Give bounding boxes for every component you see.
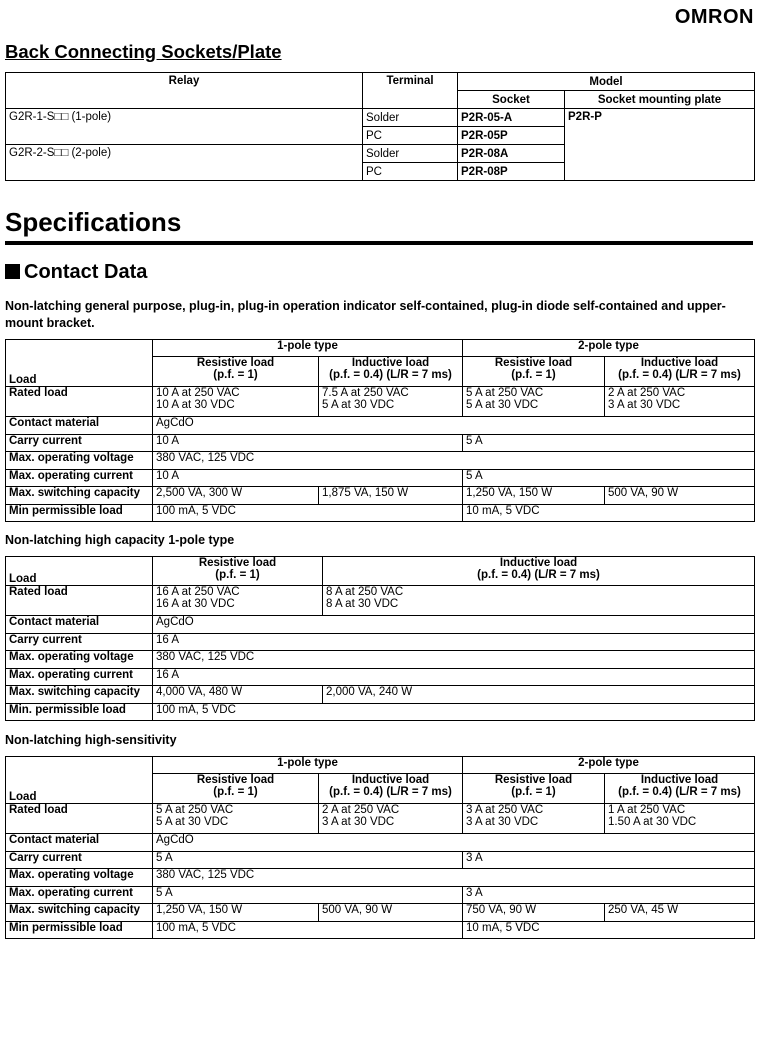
row-label: Rated load: [6, 586, 153, 616]
contact-data-title: Contact Data: [24, 261, 148, 283]
sockets-heading: Back Connecting Sockets/Plate: [5, 41, 282, 62]
value-cell: 380 VAC, 125 VDC: [153, 452, 755, 470]
value-cell: 5 A: [463, 434, 755, 452]
value-cell: 7.5 A at 250 VAC 5 A at 30 VDC: [319, 387, 463, 417]
load-type-header: Inductive load (p.f. = 0.4) (L/R = 7 ms): [319, 357, 463, 387]
row-label: Carry current: [6, 851, 153, 869]
value-cell: 380 VAC, 125 VDC: [153, 869, 755, 887]
table-row: [6, 586, 755, 616]
one-pole-header: 1-pole type: [153, 340, 463, 357]
terminal-cell: Solder: [363, 109, 458, 127]
table-row: [6, 417, 755, 435]
row-label: Rated load: [6, 804, 153, 834]
header-row: [6, 557, 755, 586]
table-row: [6, 651, 755, 669]
row-label: Contact material: [6, 417, 153, 435]
heading-rule: [5, 241, 753, 245]
high-sensitivity-table: [5, 756, 755, 939]
relay-cell: G2R-2-S□□ (2-pole): [6, 145, 363, 181]
row-label: Contact material: [6, 834, 153, 852]
table-row: [6, 886, 755, 904]
table-row: [6, 686, 755, 704]
value-cell: 5 A: [463, 469, 755, 487]
value-cell: 5 A: [153, 851, 463, 869]
table-row: [6, 487, 755, 505]
load-header: Load: [6, 557, 153, 586]
header-row: [6, 757, 755, 774]
row-label: Carry current: [6, 633, 153, 651]
load-type-header: Inductive load (p.f. = 0.4) (L/R = 7 ms): [605, 357, 755, 387]
socket-cell: P2R-08P: [458, 163, 565, 181]
load-type-header: Resistive load (p.f. = 1): [153, 357, 319, 387]
row-label: Max. operating voltage: [6, 651, 153, 669]
row-label: Max. operating voltage: [6, 452, 153, 470]
value-cell: 16 A: [153, 633, 755, 651]
value-cell: 250 VA, 45 W: [605, 904, 755, 922]
row-label: Min permissible load: [6, 921, 153, 939]
header-terminal: Terminal: [363, 73, 458, 109]
socket-cell: P2R-08A: [458, 145, 565, 163]
terminal-cell: PC: [363, 163, 458, 181]
header-row: [6, 340, 755, 357]
value-cell: 1,250 VA, 150 W: [463, 487, 605, 505]
table-row: [6, 469, 755, 487]
table-row: [6, 668, 755, 686]
value-cell: 500 VA, 90 W: [319, 904, 463, 922]
one-pole-header: 1-pole type: [153, 757, 463, 774]
row-label: Max. switching capacity: [6, 904, 153, 922]
socket-cell: P2R-05-A: [458, 109, 565, 127]
table-row: [6, 434, 755, 452]
load-type-header: Inductive load (p.f. = 0.4) (L/R = 7 ms): [323, 557, 755, 586]
two-pole-header: 2-pole type: [463, 340, 755, 357]
table-row: [6, 504, 755, 522]
value-cell: 5 A at 250 VAC 5 A at 30 VDC: [463, 387, 605, 417]
value-cell: 5 A at 250 VAC 5 A at 30 VDC: [153, 804, 319, 834]
terminal-cell: Solder: [363, 145, 458, 163]
sockets-table: [5, 72, 755, 181]
load-type-header: Resistive load (p.f. = 1): [153, 557, 323, 586]
value-cell: 500 VA, 90 W: [605, 487, 755, 505]
value-cell: 10 A at 250 VAC 10 A at 30 VDC: [153, 387, 319, 417]
row-label: Max. switching capacity: [6, 686, 153, 704]
table-row: [6, 452, 755, 470]
value-cell: 8 A at 250 VAC 8 A at 30 VDC: [323, 586, 755, 616]
value-cell: 750 VA, 90 W: [463, 904, 605, 922]
value-cell: 3 A: [463, 851, 755, 869]
value-cell: 100 mA, 5 VDC: [153, 921, 463, 939]
header-socket: Socket: [458, 91, 565, 109]
value-cell: 4,000 VA, 480 W: [153, 686, 323, 704]
relay-cell: G2R-1-S□□ (1-pole): [6, 109, 363, 145]
load-type-header: Inductive load (p.f. = 0.4) (L/R = 7 ms): [605, 774, 755, 804]
value-cell: 2,000 VA, 240 W: [323, 686, 755, 704]
value-cell: AgCdO: [153, 417, 755, 435]
table-row: [6, 921, 755, 939]
table-row: [6, 851, 755, 869]
table-row: [6, 633, 755, 651]
value-cell: 1,250 VA, 150 W: [153, 904, 319, 922]
value-cell: AgCdO: [153, 616, 755, 634]
header-plate: Socket mounting plate: [565, 91, 755, 109]
row-label: Max. operating current: [6, 469, 153, 487]
row-label: Contact material: [6, 616, 153, 634]
table-row: [6, 387, 755, 417]
general-description: Non-latching general purpose, plug-in, plug-in operation indicator self-contained, plug-in diode self-contained and upper-mount bracket.: [5, 299, 726, 330]
load-header: Load: [6, 757, 153, 804]
load-type-header: Inductive load (p.f. = 0.4) (L/R = 7 ms): [319, 774, 463, 804]
load-type-header: Resistive load (p.f. = 1): [463, 357, 605, 387]
row-label: Min. permissible load: [6, 703, 153, 721]
value-cell: 3 A at 250 VAC 3 A at 30 VDC: [463, 804, 605, 834]
row-label: Rated load: [6, 387, 153, 417]
row-label: Max. operating voltage: [6, 869, 153, 887]
load-type-header: Resistive load (p.f. = 1): [153, 774, 319, 804]
value-cell: 10 mA, 5 VDC: [463, 921, 755, 939]
high-capacity-table: [5, 556, 755, 721]
terminal-cell: PC: [363, 127, 458, 145]
row-label: Max. operating current: [6, 886, 153, 904]
value-cell: 16 A: [153, 668, 755, 686]
plate-cell: P2R-P: [565, 109, 755, 181]
value-cell: 16 A at 250 VAC 16 A at 30 VDC: [153, 586, 323, 616]
row-label: Carry current: [6, 434, 153, 452]
value-cell: 5 A: [153, 886, 463, 904]
value-cell: 3 A: [463, 886, 755, 904]
specifications-heading: Specifications: [5, 207, 182, 237]
row-label: Max. operating current: [6, 668, 153, 686]
value-cell: 380 VAC, 125 VDC: [153, 651, 755, 669]
socket-cell: P2R-05P: [458, 127, 565, 145]
value-cell: 2 A at 250 VAC 3 A at 30 VDC: [605, 387, 755, 417]
table-row: [6, 703, 755, 721]
row-label: Min permissible load: [6, 504, 153, 522]
header-relay: Relay: [6, 73, 363, 109]
two-pole-header: 2-pole type: [463, 757, 755, 774]
table-row: [6, 904, 755, 922]
value-cell: AgCdO: [153, 834, 755, 852]
omron-logo: OMRON: [674, 6, 754, 28]
general-contact-table: [5, 339, 755, 522]
header-model: Model: [458, 73, 755, 91]
value-cell: 1 A at 250 VAC 1.50 A at 30 VDC: [605, 804, 755, 834]
contact-data-heading: [5, 261, 147, 284]
value-cell: 1,875 VA, 150 W: [319, 487, 463, 505]
table-row: [6, 834, 755, 852]
value-cell: 10 mA, 5 VDC: [463, 504, 755, 522]
table-row: [6, 616, 755, 634]
high-capacity-heading: Non-latching high capacity 1-pole type: [5, 533, 235, 547]
load-header: Load: [6, 340, 153, 387]
value-cell: 10 A: [153, 434, 463, 452]
value-cell: 100 mA, 5 VDC: [153, 504, 463, 522]
table-row: [6, 869, 755, 887]
value-cell: 100 mA, 5 VDC: [153, 703, 755, 721]
row-label: Max. switching capacity: [6, 487, 153, 505]
table-row: [6, 804, 755, 834]
value-cell: 10 A: [153, 469, 463, 487]
value-cell: 2,500 VA, 300 W: [153, 487, 319, 505]
load-type-header: Resistive load (p.f. = 1): [463, 774, 605, 804]
high-sensitivity-heading: Non-latching high-sensitivity: [5, 733, 177, 747]
square-bullet-icon: [5, 264, 20, 279]
table-row: [6, 109, 755, 127]
value-cell: 2 A at 250 VAC 3 A at 30 VDC: [319, 804, 463, 834]
